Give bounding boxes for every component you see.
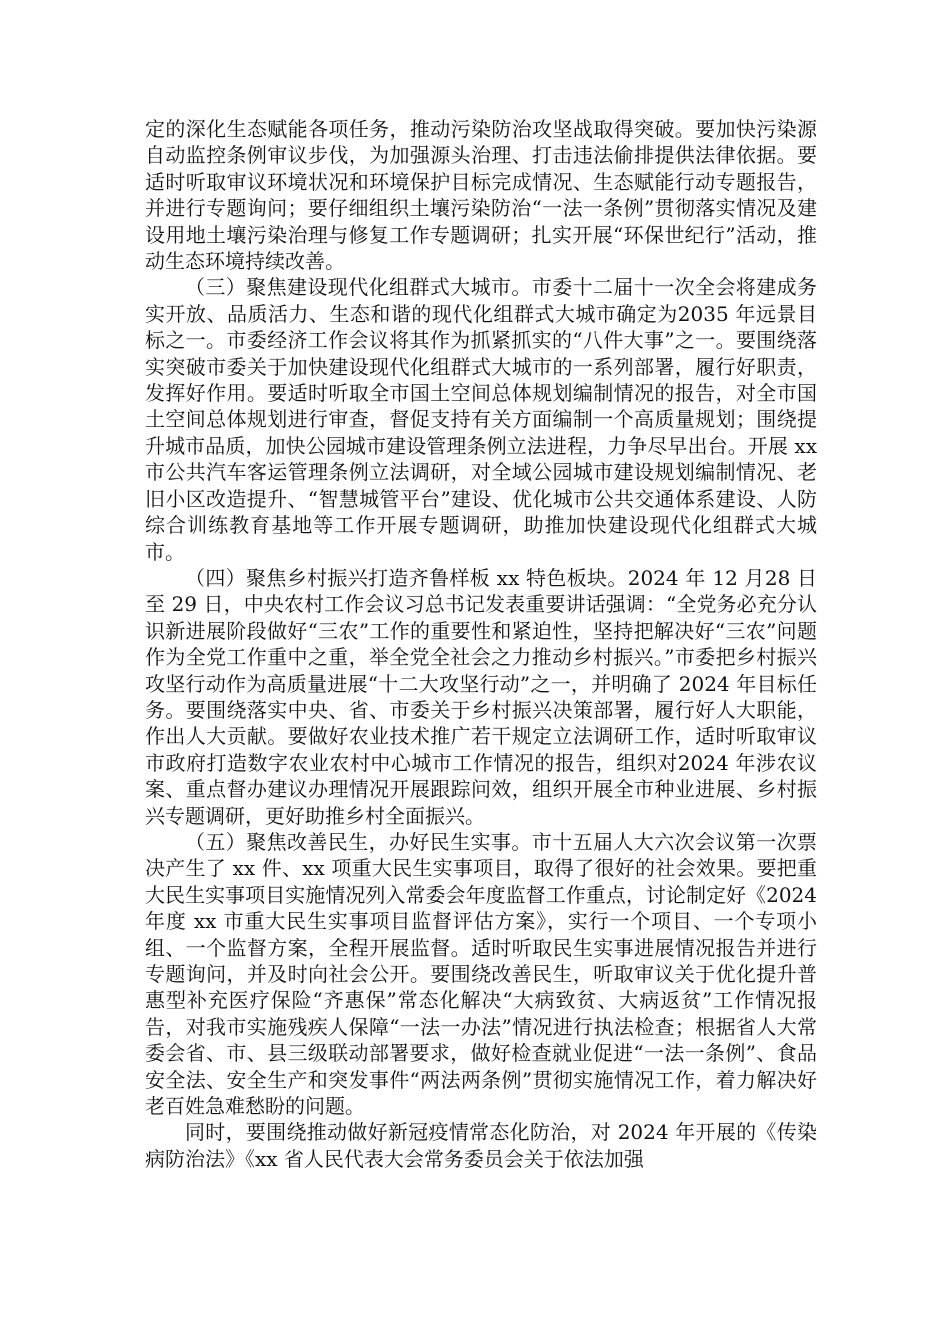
paragraph-ecology: 定的深化生态赋能各项任务，推动污染防治攻坚战取得突破。要加快污染源自动监控条例审议步伐，为加强源头治理、打击违法偷排提供法律依据。要适时听取审议环境状况和环境保护目标完成情况、生态赋能行动专题报告，并进行专题询问；要仔细组织土壤污染防治“一法一条例”贯彻落实情况及建设用地土壤污染治理与修复工作专题调研；扎实开展“环保世纪行”活动，推动生态环境持续改善。: [145, 117, 817, 274]
paragraph-epidemic-prevention: 同时，要围绕推动做好新冠疫情常态化防治，对 2024 年开展的《传染病防治法》《xx 省人民代表大会常务委员会关于依法加强: [145, 1120, 817, 1171]
document-page: [145, 116, 817, 1172]
paragraph-modern-city: （三）聚焦建设现代化组群式大城市。市委十二届十一次全会将建成务实开放、品质活力、生态和谐的现代化组群式大城市确定为2035 年远景目标之一。市委经济工作会议将其作为抓紧抓实的“八件大事”之一。要围绕落实突破市委关于加快建设现代化组群式大城市的一系列部署，履行好职责，发挥好作用。要适时听取全市国土空间总体规划编制情况的报告，对全市国土空间总体规划进行审查，督促支持有关方面编制一个高质量规划；围绕提升城市品质，加快公园城市建设管理条例立法进程，力争尽早出台。开展 xx 市公共汽车客运管理条例立法调研，对全域公园城市建设规划编制情况、老旧小区改造提升、“智慧城管平台”建设、优化城市公共交通体系建设、人防综合训练教育基地等工作开展专题调研，助推加快建设现代化组群式大城市。: [145, 275, 817, 564]
paragraph-livelihood: （五）聚焦改善民生，办好民生实事。市十五届人大六次会议第一次票决产生了 xx 件、xx 项重大民生实事项目，取得了很好的社会效果。要把重大民生实事项目实施情况列入常委会年度监督工作重点，讨论制定好《2024 年度 xx 市重大民生实事项目监督评估方案》，实行一个项目、一个专项小组、一个监督方案，全程开展监督。适时听取民生实事进展情况报告并进行专题询问，并及时向社会公开。要围绕改善民生，听取审议关于优化提升普惠型补充医疗保险“齐惠保”常态化解决“大病致贫、大病返贫”工作情况报告，对我市实施残疾人保障“一法一办法”情况进行执法检查；根据省人大常委会省、市、县三级联动部署要求，做好检查就业促进“一法一条例”、食品安全法、安全生产和突发事件“两法两条例”贯彻实施情况工作，着力解决好老百姓急难愁盼的问题。: [145, 829, 817, 1119]
paragraph-rural-revitalization: （四）聚焦乡村振兴打造齐鲁样板 xx 特色板块。2024 年 12 月28 日至 29 日，中央农村工作会议习总书记发表重要讲话强调：“全党务必充分认识新进展阶段做好“三农”工作的重要性和紧迫性，坚持把解决好“三农”问题作为全党工作重中之重，举全党全社会之力推动乡村振兴。”市委把乡村振兴攻坚行动作为高质量进展“十二大攻坚行动”之一，并明确了 2024 年目标任务。要围绕落实中央、省、市委关于乡村振兴决策部署，履行好人大职能，作出人大贡献。要做好农业技术推广若干规定立法调研工作，适时听取审议市政府打造数字农业农村中心城市工作情况的报告，组织对2024 年涉农议案、重点督办建议办理情况开展跟踪问效，组织开展全市种业进展、乡村振兴专题调研，更好助推乡村全面振兴。: [145, 565, 817, 828]
